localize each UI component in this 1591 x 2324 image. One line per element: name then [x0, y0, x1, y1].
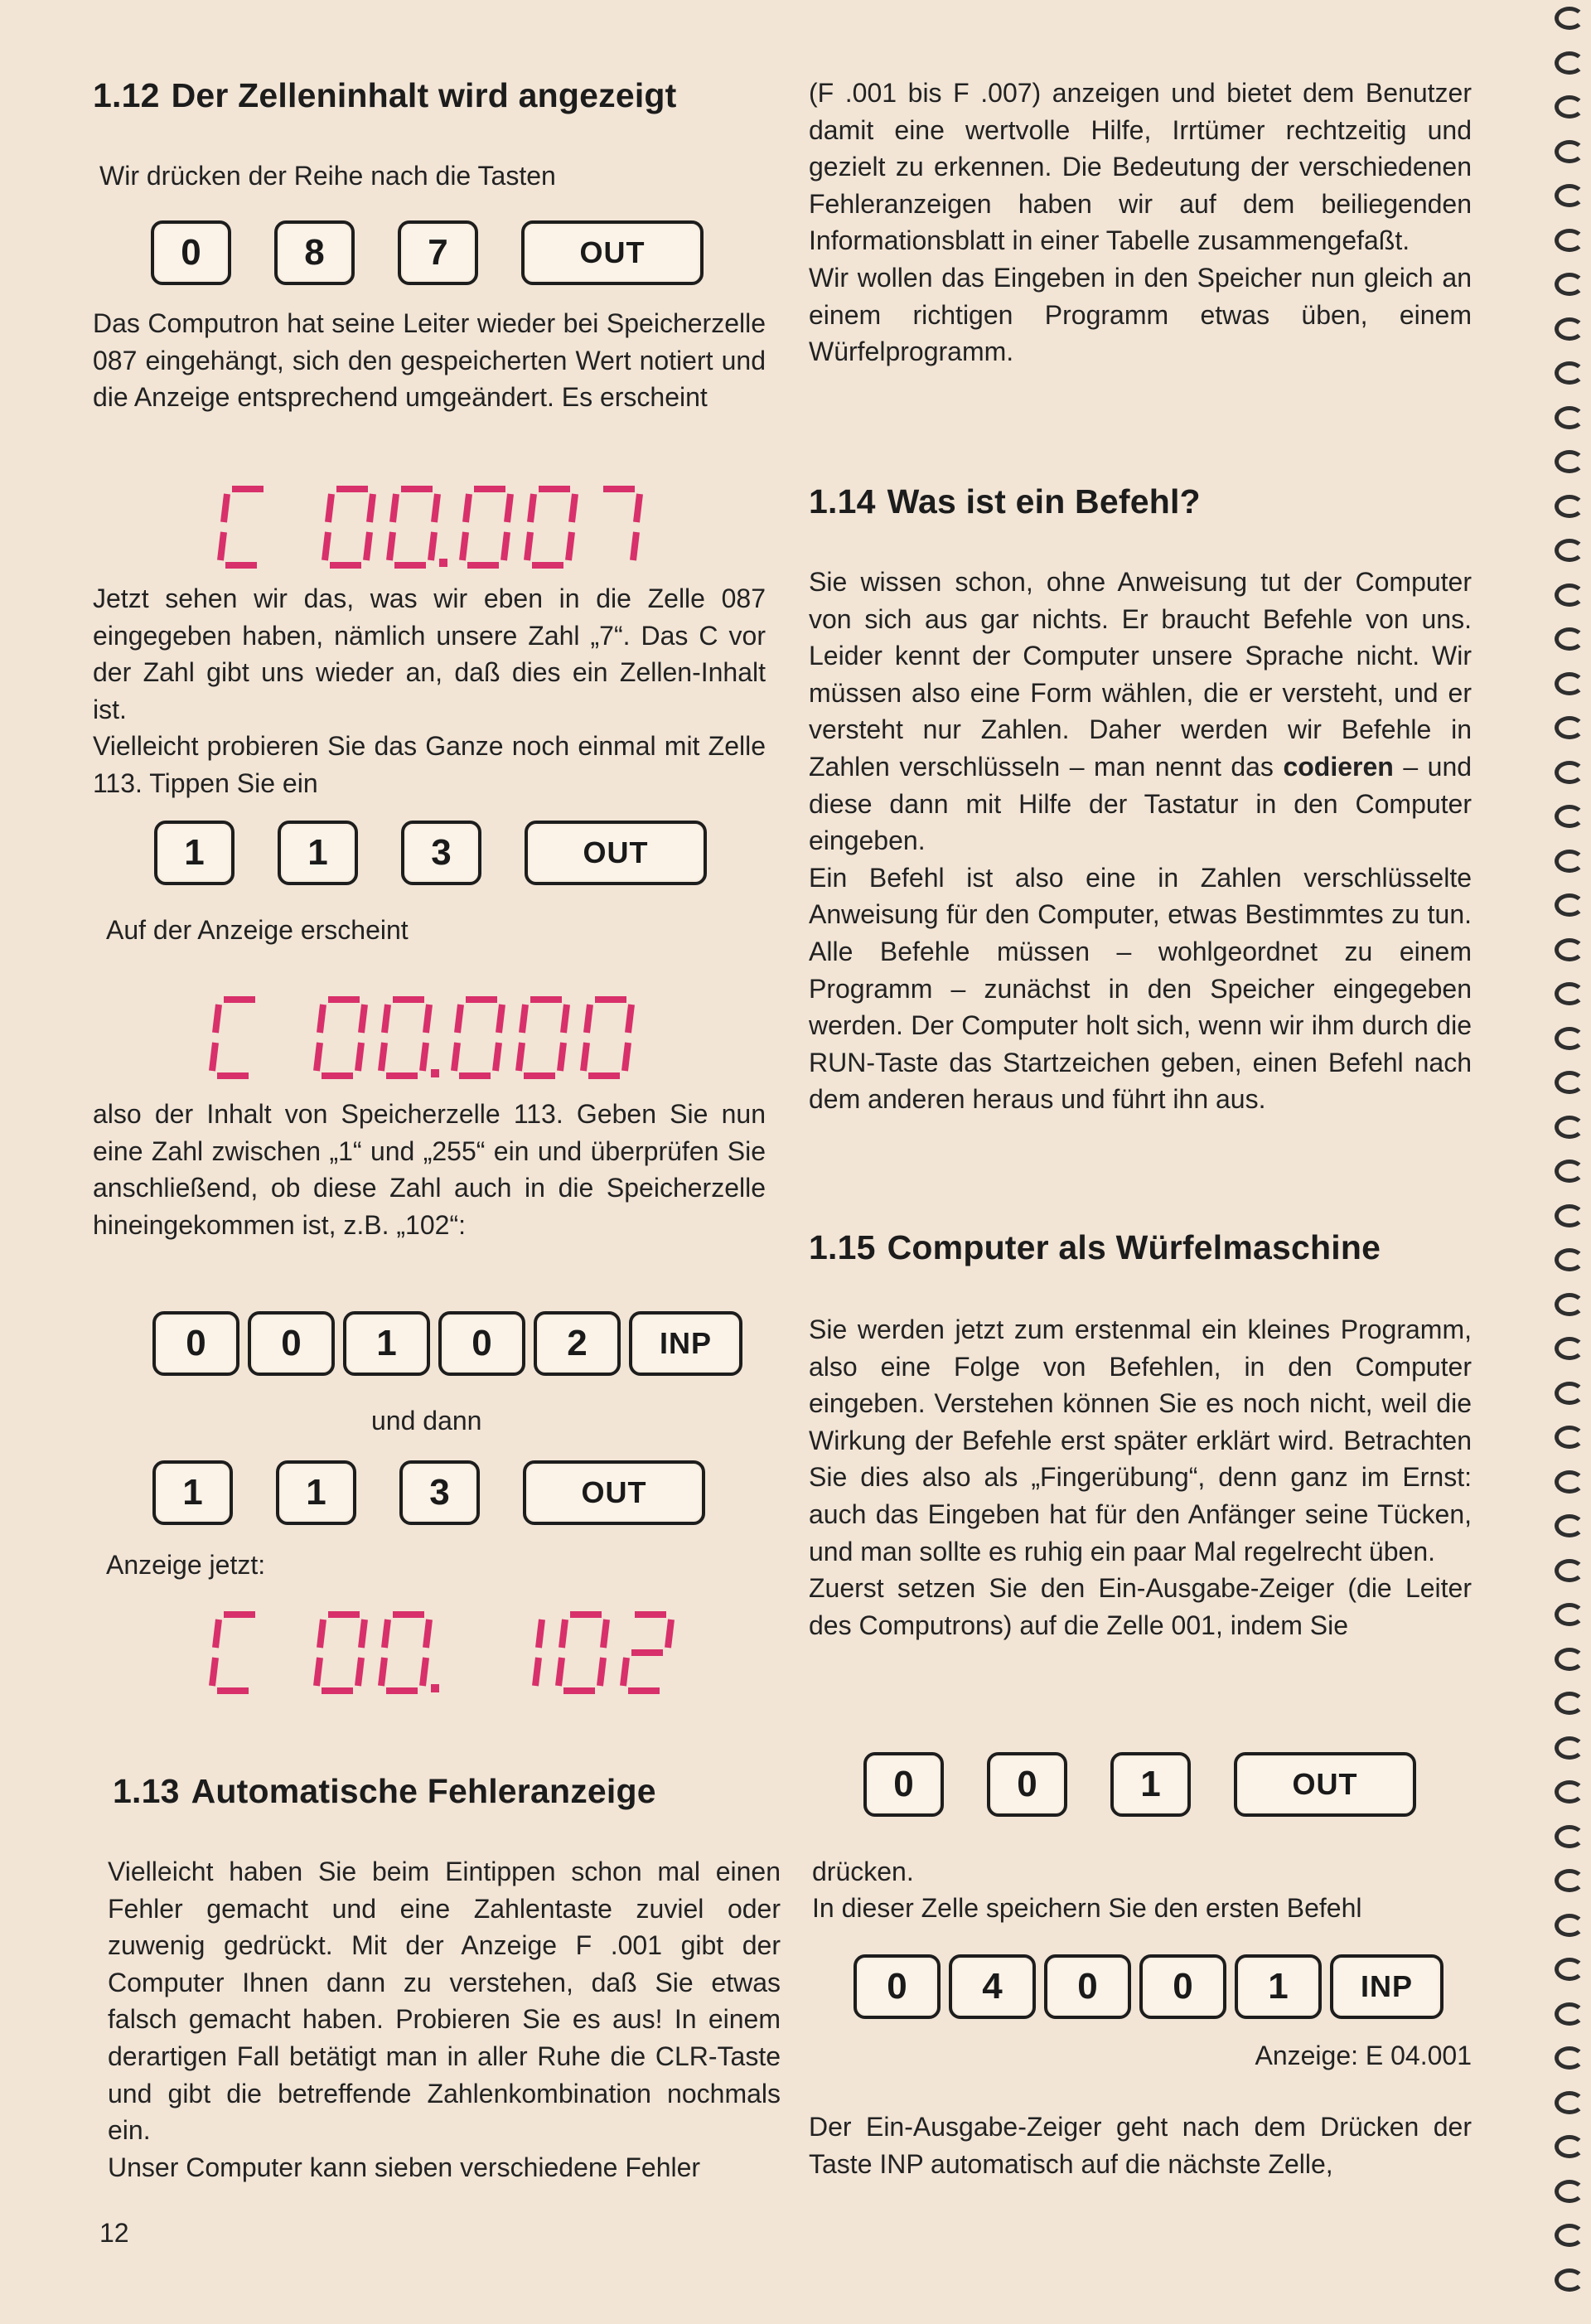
display-segment — [600, 1658, 603, 1686]
display-segment — [462, 532, 466, 560]
binding-ring — [1555, 140, 1584, 163]
display-readout — [209, 1610, 789, 1696]
key-0: 0 — [151, 220, 231, 285]
display-readout — [217, 484, 797, 570]
key-0: 0 — [863, 1752, 944, 1817]
key-1: 1 — [152, 1460, 233, 1525]
binding-ring — [1555, 893, 1584, 917]
seven-segment-display-1 — [217, 484, 797, 570]
binding-ring — [1555, 2224, 1584, 2247]
display-segment — [431, 532, 434, 560]
display-segment — [507, 494, 510, 522]
binding-ring — [1555, 95, 1584, 119]
binding-ring — [1555, 805, 1584, 828]
display-segment — [423, 1043, 426, 1071]
binding-ring — [1555, 982, 1584, 1005]
binding-ring — [1555, 672, 1584, 695]
display-segment — [358, 1658, 361, 1686]
binding-ring — [1555, 1914, 1584, 1937]
display-segment — [320, 1005, 323, 1033]
display-segment — [381, 1658, 384, 1686]
display-segment — [317, 1043, 320, 1071]
display-decimal-point — [439, 559, 447, 567]
key-inp: INP — [629, 1311, 742, 1376]
spiral-binding — [1541, 0, 1591, 2324]
key-1: 1 — [154, 821, 235, 885]
key-sequence-04001-inp — [854, 1954, 1444, 2019]
display-readout — [209, 995, 789, 1081]
binding-ring — [1555, 1027, 1584, 1050]
binding-ring — [1555, 1648, 1584, 1671]
anzeige-e04001-text: Anzeige: E 04.001 — [1255, 2041, 1472, 2070]
display-segment — [328, 494, 331, 522]
key-out: OUT — [1234, 1752, 1416, 1817]
display-segment — [457, 1005, 461, 1033]
binding-ring — [1555, 583, 1584, 607]
key-1: 1 — [1235, 1954, 1322, 2019]
display-segment — [499, 1005, 502, 1033]
display-segment — [426, 1620, 429, 1648]
display-segment — [560, 1043, 563, 1071]
paragraph-computron: Das Computron hat seine Leiter wieder bei Speicherzelle 087 eingehängt, sich den gespeicherten Wert notiert und die Anzeige entsprechend umgeändert. Es erscheint — [93, 308, 766, 413]
binding-ring — [1555, 1382, 1584, 1405]
binding-ring — [1555, 1692, 1584, 1715]
binding-ring — [1555, 184, 1584, 207]
key-4: 4 — [949, 1954, 1036, 2019]
binding-ring — [1555, 2046, 1584, 2070]
binding-ring — [1555, 2180, 1584, 2203]
binding-ring — [1555, 2135, 1584, 2158]
display-segment — [393, 494, 396, 522]
binding-ring — [1555, 1869, 1584, 1892]
heading-1-12: 1.12 Der Zelleninhalt wird angezeigt — [93, 76, 677, 114]
binding-ring — [1555, 1825, 1584, 1848]
display-segment — [361, 1620, 365, 1648]
display-segment — [496, 1043, 499, 1071]
display-segment — [587, 1005, 590, 1033]
key-1: 1 — [343, 1311, 430, 1376]
display-segment — [623, 1658, 626, 1686]
binding-ring — [1555, 761, 1584, 784]
binding-ring — [1555, 938, 1584, 961]
display-segment — [320, 1620, 323, 1648]
display-segment — [572, 494, 575, 522]
anzeige-jetzt-text: Anzeige jetzt: — [106, 1550, 266, 1580]
display-segment — [628, 1005, 631, 1033]
display-segment — [434, 494, 438, 522]
key-0: 0 — [1139, 1954, 1226, 2019]
key-2: 2 — [534, 1311, 621, 1376]
key-3: 3 — [399, 1460, 480, 1525]
key-sequence-113-out — [154, 821, 707, 885]
binding-ring — [1555, 317, 1584, 341]
binding-ring — [1555, 1470, 1584, 1494]
display-segment — [381, 1043, 384, 1071]
binding-ring — [1555, 361, 1584, 385]
display-decimal-point — [431, 1069, 439, 1077]
binding-ring — [1555, 1603, 1584, 1626]
display-segment — [636, 494, 640, 522]
heading-1-13: 1.13 Automatische Fehleranzeige — [113, 1772, 656, 1810]
key-1: 1 — [278, 821, 358, 885]
display-decimal-point — [431, 1684, 439, 1692]
paragraph-fehler-fortsetzung: (F .001 bis F .007) anzeigen und bietet dem Benutzer damit eine wertvolle Hilfe, Irrtümer rechtzeitig und gezielt zu erkennen. Die Bedeutung der verschiedenen Fehleranzeigen haben wir auf dem beiliegenden Informationsblatt in einer Tabelle zusammengefaßt. Wir wollen das Eingeben in den Speicher nun gleich an einem richtigen Programm etwas üben, einem Würfelprogramm. — [809, 78, 1472, 367]
display-segment — [504, 532, 507, 560]
display-segment — [220, 532, 224, 560]
binding-ring — [1555, 273, 1584, 296]
display-segment — [212, 1043, 215, 1071]
heading-1-15: 1.15 Computer als Würfelmaschine — [809, 1228, 1381, 1266]
display-segment — [215, 1620, 219, 1648]
display-segment — [563, 1005, 567, 1033]
binding-ring — [1555, 229, 1584, 252]
key-sequence-087-out — [151, 220, 704, 285]
erster-befehl-text: In dieser Zelle speichern Sie den ersten Befehl — [812, 1893, 1362, 1923]
key-0: 0 — [987, 1752, 1067, 1817]
paragraph-zeiger: Der Ein-Ausgabe-Zeiger geht nach dem Drücken der Taste INP automatisch auf die nächste Zelle, — [809, 2112, 1472, 2179]
display-segment — [358, 1043, 361, 1071]
paragraph-fehler: Vielleicht haben Sie beim Eintippen schon mal einen Fehler gemacht und eine Zahlentaste zuviel oder zuwenig gedrückt. Mit der Anzeige F .001 gibt der Computer Ihnen dann zu verstehen, daß Sie etwas falsch gemacht haben. Probieren Sie es aus! In einem derartigen Fall betätigt man in aller Ruhe die CLR-Taste und gibt die betreffende Zahlenkombination nochmals ein. Unser Computer kann sieben verschiedene Fehler — [108, 1857, 781, 2182]
display-segment — [212, 1658, 215, 1686]
display-segment — [361, 1005, 365, 1033]
display-segment — [583, 1043, 587, 1071]
display-segment — [224, 494, 227, 522]
display-segment — [466, 494, 469, 522]
key-3: 3 — [401, 821, 481, 885]
heading-1-14: 1.14 Was ist ein Befehl? — [809, 482, 1201, 520]
display-segment — [539, 1620, 542, 1648]
display-segment — [317, 1658, 320, 1686]
binding-ring — [1555, 1337, 1584, 1360]
binding-ring — [1555, 51, 1584, 75]
paragraph-jetzt-sehen: Jetzt sehen wir das, was wir eben in die Zelle 087 eingegeben haben, nämlich unsere Zahl „7“. Das C vor der Zahl gibt uns wieder an, daß dies ein Zellen-Inhalt ist. Vielleicht probieren Sie das Ganze noch einmal mit Zelle 113. Tippen Sie ein — [93, 583, 766, 798]
key-0: 0 — [854, 1954, 941, 2019]
display-segment — [535, 1658, 539, 1686]
binding-ring — [1555, 450, 1584, 473]
binding-ring — [1555, 1559, 1584, 1582]
display-segment — [530, 494, 534, 522]
key-0: 0 — [248, 1311, 335, 1376]
binding-ring — [1555, 495, 1584, 518]
binding-ring — [1555, 2268, 1584, 2292]
display-segment — [384, 1005, 388, 1033]
intro-text: Wir drücken der Reihe nach die Tasten — [99, 161, 556, 191]
binding-ring — [1555, 1160, 1584, 1183]
display-segment — [423, 1658, 426, 1686]
display-segment — [325, 532, 328, 560]
display-segment — [527, 532, 530, 560]
display-segment — [522, 1005, 525, 1033]
display-segment — [568, 532, 572, 560]
key-sequence-113-out-2 — [152, 1460, 705, 1525]
paragraph-inhalt-113: also der Inhalt von Speicherzelle 113. Geben Sie nun eine Zahl zwischen „1“ und „255“ ein und überprüfen Sie anschließend, ob diese Zahl auch in die Speicherzelle hineingekommen ist, z.B. „102“: — [93, 1099, 766, 1240]
binding-ring — [1555, 1116, 1584, 1139]
binding-ring — [1555, 850, 1584, 873]
display-segment — [366, 532, 370, 560]
und-dann-text: und dann — [371, 1406, 482, 1436]
druecken-text: drücken. — [812, 1857, 914, 1886]
paragraph-befehl: Sie wissen schon, ohne Anweisung tut der Computer von sich aus gar nichts. Er braucht Befehle von uns. Leider kennt der Computer unsere Sprache nicht. Wir müssen also eine Form wählen, die er versteht, und er versteht nur Zahlen. Daher werden wir Befehle in Zahlen verschlüsseln – man nennt das codieren – und diese dann mit Hilfe der Tastatur in den Computer eingeben. Ein Befehl ist also eine in Zahlen verschlüsselte Anweisung für den Computer, etwas Bestimmtes zu tun. Alle Befehle müssen – wohlgeordnet zu einem Programm – zunächst in den Speicher eingegeben werden. Der Computer holt sich, wenn wir ihm durch die RUN-Taste das Startzeichen geben, einen Befehl nach dem anderen heraus und führt ihn aus. — [809, 567, 1473, 1115]
key-sequence-00102-inp — [152, 1311, 742, 1376]
key-0: 0 — [438, 1311, 525, 1376]
binding-ring — [1555, 1958, 1584, 1981]
seven-segment-display-2 — [209, 995, 789, 1081]
display-segment — [562, 1620, 565, 1648]
binding-ring — [1555, 1736, 1584, 1760]
display-segment — [215, 1005, 219, 1033]
binding-ring — [1555, 2002, 1584, 2026]
key-7: 7 — [398, 220, 478, 285]
key-inp: INP — [1330, 1954, 1444, 2019]
binding-ring — [1555, 1426, 1584, 1449]
binding-ring — [1555, 1204, 1584, 1227]
key-sequence-001-out — [863, 1752, 1416, 1817]
display-segment — [633, 532, 636, 560]
key-1: 1 — [1110, 1752, 1191, 1817]
binding-ring — [1555, 1071, 1584, 1094]
seven-segment-display-3 — [209, 1610, 789, 1696]
display-segment — [519, 1043, 522, 1071]
paragraph-wuerfel: Sie werden jetzt zum erstenmal ein kleines Programm, also eine Folge von Befehlen, in den Computer eingeben. Verstehen können Sie es noch nicht, weil die Wirkung der Befehle erst später erklärt wird. Betrachten Sie dies also als „Fingerübung“, denn ganz im Ernst: auch das Eingeben hat für den Anfänger seine Tücken, und man sollte es ruhig ein paar Mal regelrecht üben. Zuerst setzen Sie den Ein-Ausgabe-Zeiger (die Leiter des Computrons) auf die Zelle 001, indem Sie — [809, 1315, 1472, 1640]
key-8: 8 — [274, 220, 355, 285]
display-segment — [384, 1620, 388, 1648]
binding-ring — [1555, 627, 1584, 651]
key-out: OUT — [521, 220, 704, 285]
display-segment — [559, 1658, 562, 1686]
binding-ring — [1555, 406, 1584, 429]
page-number: 12 — [99, 2218, 129, 2248]
key-out: OUT — [525, 821, 707, 885]
display-segment — [454, 1043, 457, 1071]
binding-ring — [1555, 1293, 1584, 1316]
anzeige-erscheint-text: Auf der Anzeige erscheint — [106, 915, 409, 945]
display-segment — [389, 532, 393, 560]
binding-ring — [1555, 2091, 1584, 2114]
display-segment — [668, 1620, 671, 1648]
binding-ring — [1555, 1514, 1584, 1537]
display-segment — [370, 494, 373, 522]
key-out: OUT — [523, 1460, 705, 1525]
binding-ring — [1555, 716, 1584, 739]
key-0: 0 — [152, 1311, 239, 1376]
key-1: 1 — [276, 1460, 356, 1525]
binding-ring — [1555, 7, 1584, 30]
binding-ring — [1555, 1248, 1584, 1271]
binding-ring — [1555, 1780, 1584, 1804]
display-segment — [426, 1005, 429, 1033]
display-segment — [625, 1043, 628, 1071]
binding-ring — [1555, 539, 1584, 562]
display-segment — [603, 1620, 607, 1648]
key-0: 0 — [1044, 1954, 1131, 2019]
